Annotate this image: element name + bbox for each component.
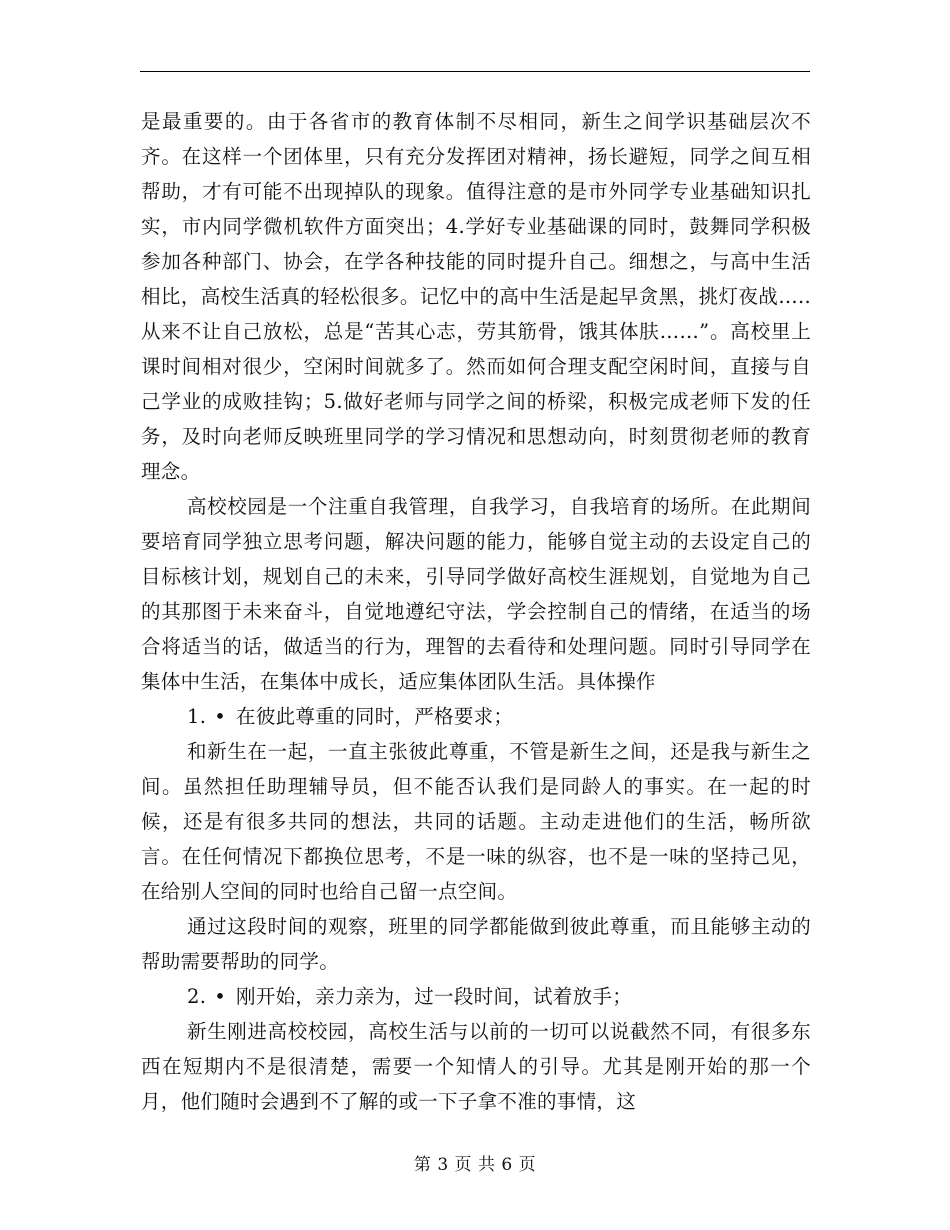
paragraph: 是最重要的。由于各省市的教育体制不尽相同，新生之间学识基础层次不齐。在这样一个团体里，只有充分发挥团对精神，扬长避短，同学之间互相帮助，才有可能不出现掉队的现象。值得注意的是市外同学专业基础知识扎实，市内同学微机软件方面突出；4.学好专业基础课的同时，鼓舞同学积极参加各种部门、协会，在学各种技能的同时提升自己。细想之，与高中生活相比，高校生活真的轻松很多。记忆中的高中生活是起早贪黑，挑灯夜战…..从来不让自己放松，总是“苦其心志，劳其筋骨，饿其体肤……”。高校里上课时间相对很少，空闲时间就多了。然而如何合理支配空闲时间，直接与自己学业的成败挂钩；5.做好老师与同学之间的桥梁，积极完成老师下发的任务，及时向老师反映班里同学的学习情况和思想动向，时刻贯彻老师的教育理念。 bbox=[141, 110, 811, 483]
list-heading-text: 在彼此尊重的同时，严格要求； bbox=[236, 705, 514, 728]
paragraph: 和新生在一起，一直主张彼此尊重，不管是新生之间，还是我与新生之间。虽然担任助理辅导员，但不能否认我们是同龄人的事实。在一起的时候，还是有很多共同的想法，共同的话题。主动走进他们的生活，畅所欲言。在任何情况下都换位思考，不是一味的纵容，也不是一味的坚持己见，在给别人空间的同时也给自己留一点空间。 bbox=[141, 740, 811, 903]
header-rule bbox=[140, 71, 810, 72]
document-body bbox=[141, 104, 811, 1119]
paragraph: 新生刚进高校校园，高校生活与以前的一切可以说截然不同，有很多东西在短期内不是很清楚，需要一个知情人的引导。尤其是刚开始的那一个月，他们随时会遇到不了解的或一下子拿不准的事情，这 bbox=[141, 1020, 811, 1113]
paragraph: 高校校园是一个注重自我管理，自我学习，自我培育的场所。在此期间要培育同学独立思考问题，解决问题的能力，能够自觉主动的去设定自己的目标核计划，规划自己的未来，引导同学做好高校生涯规划，自觉地为自己的其那图于未来奋斗，自觉地遵纪守法，学会控制自己的情绪，在适当的场合将适当的话，做适当的行为，理智的去看待和处理问题。同时引导同学在集体中生活，在集体中成长，适应集体团队生活。具体操作 bbox=[141, 495, 811, 693]
bullet-icon: • bbox=[214, 985, 227, 1008]
list-number: 1. bbox=[187, 705, 207, 728]
bullet-icon: • bbox=[214, 705, 227, 728]
list-heading-text: 刚开始，亲力亲为，过一段时间，试着放手； bbox=[236, 985, 633, 1008]
list-item-heading bbox=[141, 699, 811, 734]
page-footer: 第 3 页 共 6 页 bbox=[413, 1155, 537, 1175]
list-item-heading bbox=[141, 979, 811, 1014]
paragraph: 通过这段时间的观察，班里的同学都能做到彼此尊重，而且能够主动的帮助需要帮助的同学。 bbox=[141, 915, 811, 973]
list-number: 2. bbox=[187, 985, 207, 1008]
